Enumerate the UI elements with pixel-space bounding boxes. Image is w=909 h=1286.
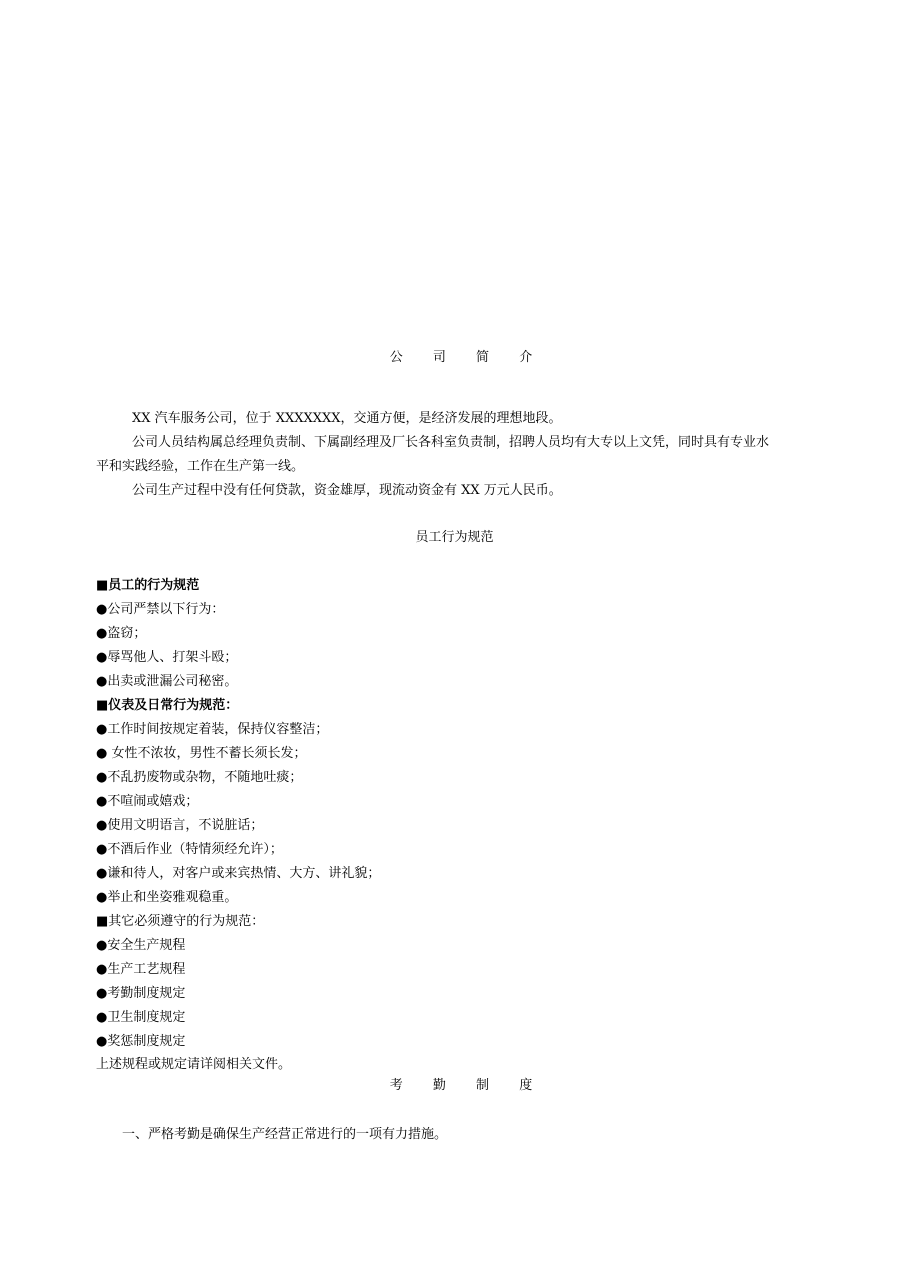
conduct-heading-3: ■其它必须遵守的行为规范： (96, 914, 265, 929)
conduct-title: 员工行为规范 (415, 530, 494, 545)
conduct-item: ●工作时间按规定着装，保持仪容整洁； (96, 722, 329, 737)
intro-paragraph-3: 公司生产过程中没有任何贷款，资金雄厚，现流动资金有 XX 万元人民币。 (132, 483, 562, 498)
conduct-item: ●不喧闹或嬉戏； (96, 794, 199, 809)
conduct-item: ●不乱扔废物或杂物，不随地吐痰； (96, 770, 303, 785)
conduct-item: ●生产工艺规程 (96, 962, 186, 977)
conduct-footer: 上述规程或规定请详阅相关文件。 (96, 1057, 292, 1072)
conduct-heading-2: ■仪表及日常行为规范： (96, 698, 239, 713)
attendance-paragraph-1: 一、严格考勤是确保生产经营正常进行的一项有力措施。 (122, 1127, 448, 1142)
conduct-item: ●卫生制度规定 (96, 1010, 186, 1025)
conduct-item: ●盗窃； (96, 626, 147, 641)
attendance-title: 考 勤 制 度 (389, 1078, 546, 1093)
conduct-item: ●谦和待人，对客户或来宾热情、大方、讲礼貌； (96, 866, 381, 881)
intro-paragraph-1: XX 汽车服务公司，位于 XXXXXXX，交通方便，是经济发展的理想地段。 (132, 411, 562, 426)
conduct-item: ●不酒后作业（特情须经允许）； (96, 842, 283, 857)
conduct-item: ● 女性不浓妆，男性不蓄长须长发； (96, 746, 307, 761)
conduct-item: ●举止和坐姿雅观稳重。 (96, 890, 238, 905)
conduct-item: ●奖惩制度规定 (96, 1034, 186, 1049)
conduct-item: ●辱骂他人、打架斗殴； (96, 650, 238, 665)
conduct-item: ●使用文明语言，不说脏话； (96, 818, 264, 833)
intro-paragraph-2-line-1: 公司人员结构属总经理负责制、下属副经理及厂长各科室负责制，招聘人员均有大专以上文凭，同时具有专业水 (132, 435, 770, 450)
conduct-item: ●安全生产规程 (96, 938, 186, 953)
conduct-item: ●考勤制度规定 (96, 986, 186, 1001)
intro-paragraph-2-line-2: 平和实践经验，工作在生产第一线。 (96, 459, 305, 474)
conduct-item: ●出卖或泄漏公司秘密。 (96, 674, 238, 689)
company-intro-title: 公 司 简 介 (389, 350, 546, 365)
conduct-heading-1: ■员工的行为规范 (96, 578, 200, 593)
conduct-item: ●公司严禁以下行为： (96, 602, 225, 617)
